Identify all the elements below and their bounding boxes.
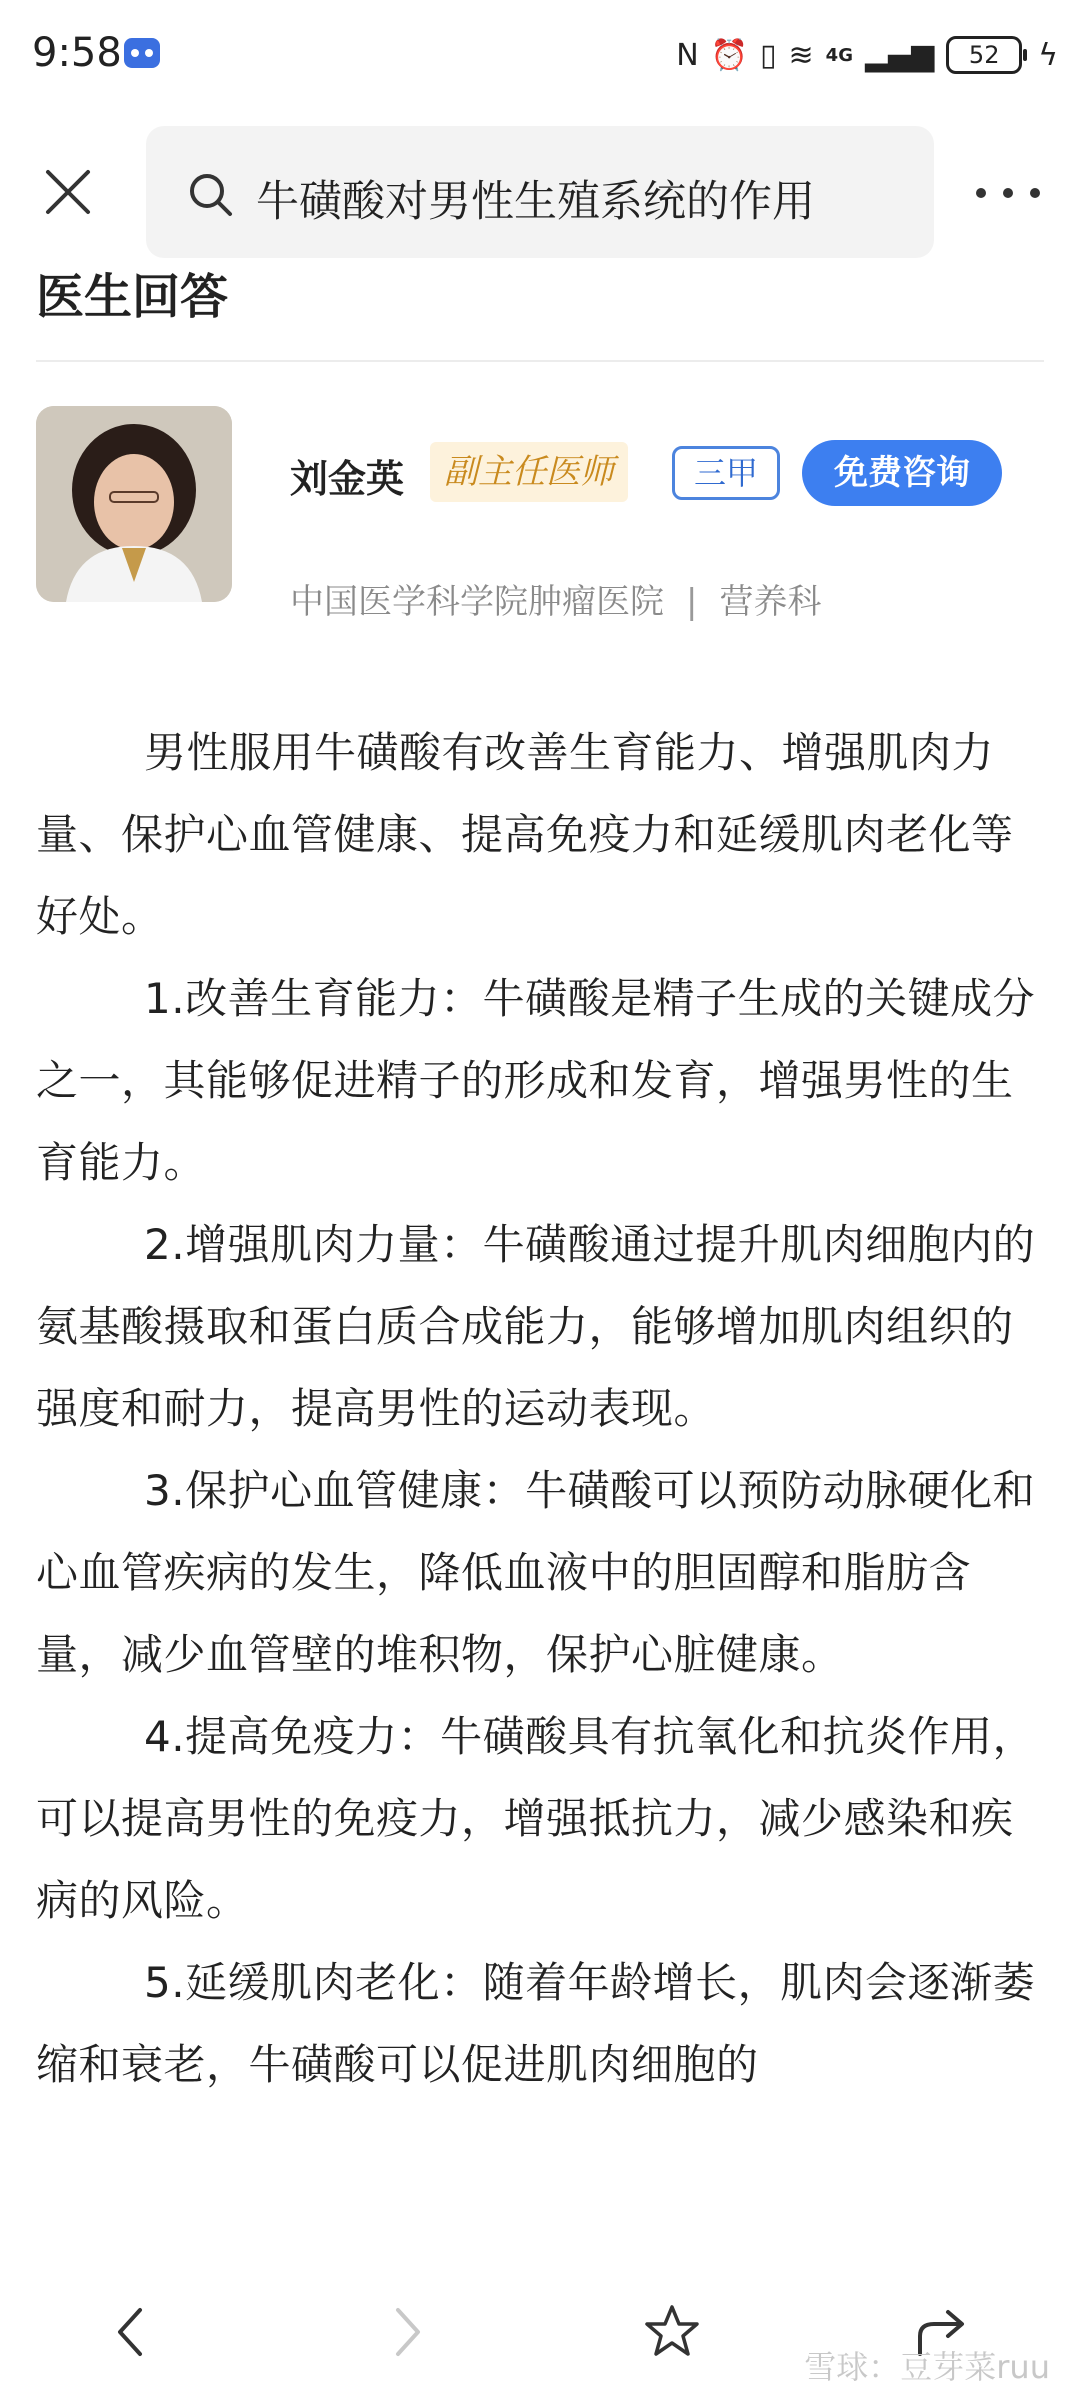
game-controller-icon <box>124 38 160 68</box>
nfc-icon: N <box>676 37 699 73</box>
bottom-nav <box>0 2262 1080 2400</box>
answer-paragraph: 男性服用牛磺酸有改善生育能力、增强肌肉力量、保护心血管健康、提高免疫力和延缓肌肉老化等好处。 <box>36 728 1014 941</box>
doctor-avatar[interactable] <box>36 406 232 602</box>
signal-icon: ▂▄▆ <box>864 37 935 73</box>
answer-paragraph: 3.保护心血管健康：牛磺酸可以预防动脉硬化和心血管疾病的发生，降低血液中的胆固醇和脂肪含量，减少血管壁的堆积物，保护心脏健康。 <box>36 1466 1036 1679</box>
hospital-grade-badge: 三甲 <box>672 446 780 500</box>
close-icon[interactable] <box>42 166 94 218</box>
search-icon <box>186 170 234 218</box>
alarm-icon: ⏰ <box>710 37 749 73</box>
doctor-title-badge: 副主任医师 <box>430 442 628 502</box>
network-type: 4G <box>825 44 853 66</box>
free-consult-button[interactable]: 免费咨询 <box>802 440 1002 506</box>
charging-icon: ϟ <box>1038 37 1058 73</box>
hospital-info <box>290 574 821 623</box>
vibrate-icon: ▯ <box>760 37 777 73</box>
divider <box>36 360 1044 362</box>
answer-paragraph: 1.改善生育能力：牛磺酸是精子生成的关键成分之一，其能够促进精子的形成和发育，增强男性的生育能力。 <box>36 974 1036 1187</box>
wifi-icon: ≋ <box>788 37 814 73</box>
status-icons <box>676 30 1058 80</box>
watermark: 雪球：豆芽菜ruu <box>804 2348 1050 2386</box>
status-time: 9:58 <box>32 30 122 76</box>
separator: | <box>686 582 698 622</box>
search-query: 牛磺酸对男性生殖系统的作用 <box>256 177 815 227</box>
answer-paragraph: 2.增强肌肉力量：牛磺酸通过提升肌肉细胞内的氨基酸摄取和蛋白质合成能力，能够增加肌肉组织的强度和耐力，提高男性的运动表现。 <box>36 1220 1036 1433</box>
star-icon[interactable] <box>642 2302 702 2362</box>
avatar-portrait <box>36 406 232 602</box>
department: 营养科 <box>719 582 822 622</box>
doctor-name[interactable]: 刘金英 <box>290 457 405 501</box>
section-title: 医生回答 <box>36 269 229 325</box>
forward-icon[interactable] <box>376 2302 436 2362</box>
search-input[interactable] <box>146 126 934 258</box>
status-bar <box>0 0 1080 110</box>
hospital-name: 中国医学科学院肿瘤医院 <box>290 582 664 622</box>
answer-body <box>36 712 1046 2106</box>
search-header <box>0 110 1080 270</box>
answer-paragraph: 5.延缓肌肉老化：随着年龄增长，肌肉会逐渐萎缩和衰老，牛磺酸可以促进肌肉细胞的 <box>36 1958 1036 2089</box>
more-options-icon[interactable] <box>976 188 1040 200</box>
answer-paragraph: 4.提高免疫力：牛磺酸具有抗氧化和抗炎作用，可以提高男性的免疫力，增强抵抗力，减少感染和疾病的风险。 <box>36 1712 1036 1925</box>
battery-level: 52 <box>946 36 1022 74</box>
back-icon[interactable] <box>102 2302 162 2362</box>
